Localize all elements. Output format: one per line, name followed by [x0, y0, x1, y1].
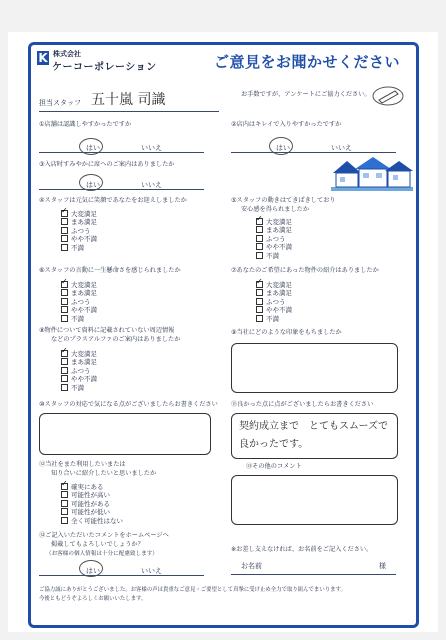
q1-underline [39, 152, 204, 153]
q8-option-5[interactable]: 不満 [61, 383, 97, 392]
q14-text-line1: ⑭ご記入いただいたコメントをホームページへ [39, 532, 169, 539]
q7-option-3[interactable]: ふつう [256, 297, 292, 306]
company-name: ケーコーポレーション [52, 62, 157, 73]
q12-option-1[interactable]: ✓ 確実にある [61, 478, 104, 491]
name-field[interactable] [231, 574, 396, 575]
survey-frame [28, 42, 419, 628]
q14-text-line3: （お客様の個人情報は十分に配慮致します） [46, 551, 158, 557]
q4-text: ④スタッフは元気に笑顔であなたをお迎えしましたか [39, 197, 187, 204]
q11-answer-line2: 良かったです。 [239, 439, 309, 450]
q1-no[interactable]: いいえ [141, 144, 162, 152]
footer-line2: 今後ともどうぞよろしくお願いいたします。 [39, 596, 147, 602]
q14-text-line2: 掲載してもよろしいでしょうか？ [51, 541, 144, 548]
q8-option-4[interactable]: やや不満 [61, 375, 97, 384]
q4-option-4[interactable]: やや不満 [61, 235, 97, 244]
q7-option-5[interactable]: 不満 [256, 314, 292, 323]
page-title: ご意見をお聞かせください [214, 53, 401, 71]
q8-option-1[interactable]: ✓ 大変満足 [61, 345, 97, 358]
q12-option-2[interactable]: 可能性が高い [61, 491, 123, 500]
q2-underline [231, 152, 396, 153]
staff-underline [39, 111, 219, 112]
pen-icon [371, 85, 405, 107]
q7-option-4[interactable]: やや不満 [256, 306, 292, 315]
q11-text: ⑪良かった点に点がございましたらお書きください [231, 401, 374, 408]
houses-illustration [331, 157, 413, 191]
q14-no[interactable]: いいえ [141, 567, 162, 575]
q7-options [256, 276, 292, 323]
q1-yes[interactable]: はい [86, 144, 100, 152]
q6-option-4[interactable]: やや不満 [61, 306, 97, 315]
q12-option-5[interactable]: 全く可能性はない [61, 516, 123, 525]
q5-text-line1: ⑤スタッフの動きはてきぱきしており [231, 197, 336, 204]
q6-option-2[interactable]: まあ満足 [61, 289, 97, 298]
q5-text-line2: 安心感を得られましたか [241, 206, 310, 213]
footer-line1: ご協力誠にありがとうございました。お客様の声は貴重なご意見・ご要望として真摯に受け止め全力で取り組んでまいります。 [39, 587, 346, 593]
q7-option-2[interactable]: まあ満足 [256, 289, 292, 298]
name-note: ※お差し支えなければ、お名前をご記入ください。 [231, 546, 373, 553]
q14-yes[interactable]: はい [86, 567, 100, 575]
q5-option-5[interactable]: 不満 [256, 251, 292, 260]
q3-underline [39, 189, 204, 190]
name-suffix: 様 [379, 562, 386, 570]
q9-answer-box[interactable] [231, 343, 398, 393]
q5-option-3[interactable]: ふつう [256, 234, 292, 243]
q4-options [61, 205, 97, 252]
q2-no[interactable]: いいえ [331, 144, 352, 152]
q8-text-line1: ⑧物件について資料に記載されていない周辺情報 [39, 327, 175, 334]
q5-option-1[interactable]: ✓ 大変満足 [256, 213, 292, 226]
staff-label: 担当スタッフ [39, 99, 81, 107]
q11-answer-line1: 契約成立まで とてもスムーズで [239, 421, 388, 432]
q8-options [61, 345, 97, 392]
q5-option-4[interactable]: やや不満 [256, 243, 292, 252]
q14-underline [39, 575, 204, 576]
staff-name[interactable]: 五十嵐 司識 [91, 92, 166, 108]
q8-text-line2: などのプラスアルファのご案内はありましたか [51, 336, 181, 343]
q3-yes[interactable]: はい [86, 181, 100, 189]
q4-option-3[interactable]: ふつう [61, 226, 97, 235]
q4-option-1[interactable]: ✓ 大変満足 [61, 205, 97, 218]
q2-text: ②店内はキレイで入りやすかったですか [231, 121, 342, 128]
q6-option-1[interactable]: ✓ 大変満足 [61, 276, 97, 289]
q12-text-line2: 知り合いに紹介したいと思いましたか [51, 470, 157, 477]
q2-yes[interactable]: はい [276, 144, 290, 152]
q9-text: ⑨当社にどのような印象をもちましたか [231, 329, 342, 336]
q7-text: ⑦あなたのご希望にあった物件の紹介はありましたか [231, 267, 379, 274]
q1-text: ①店舗は認識しやすかったですか [39, 121, 132, 128]
q8-option-2[interactable]: まあ満足 [61, 358, 97, 367]
q12-options [61, 478, 123, 525]
survey-sheet [8, 32, 438, 632]
q7-option-1[interactable]: ✓ 大変満足 [256, 276, 292, 289]
q4-option-5[interactable]: 不満 [61, 243, 97, 252]
company-prefix: 株式会社 [53, 50, 81, 58]
q5-option-2[interactable]: まあ満足 [256, 226, 292, 235]
q13-text: ⑬その他のコメント [246, 463, 302, 470]
q12-option-4[interactable]: 可能性が低い [61, 508, 123, 517]
q12-option-3[interactable]: 可能性がある [61, 499, 123, 508]
company-logo-mark: K [38, 51, 48, 65]
q3-text: ③入店时すみやかに席へのご案内はありましたか [39, 161, 175, 168]
q13-answer-box[interactable] [231, 475, 398, 525]
q6-option-5[interactable]: 不満 [61, 314, 97, 323]
q6-text: ⑥スタッフの言動に一生懸命さを感じられましたか [39, 267, 181, 274]
q8-option-3[interactable]: ふつう [61, 366, 97, 375]
q12-text-line1: ⑫当社をまた利用したいまたは [39, 461, 126, 468]
intro-text: お手数ですが、アンケートにご協力ください。 [241, 91, 371, 98]
name-label: お名前 [241, 562, 262, 570]
q5-options [256, 213, 292, 260]
q3-no[interactable]: いいえ [141, 181, 162, 189]
q10-text: ⑩スタッフの対応で気になる点がございましたらお書きください [39, 401, 218, 408]
q6-option-3[interactable]: ふつう [61, 297, 97, 306]
q6-options [61, 276, 97, 323]
q4-option-2[interactable]: まあ満足 [61, 218, 97, 227]
q10-answer-box[interactable] [39, 413, 211, 455]
